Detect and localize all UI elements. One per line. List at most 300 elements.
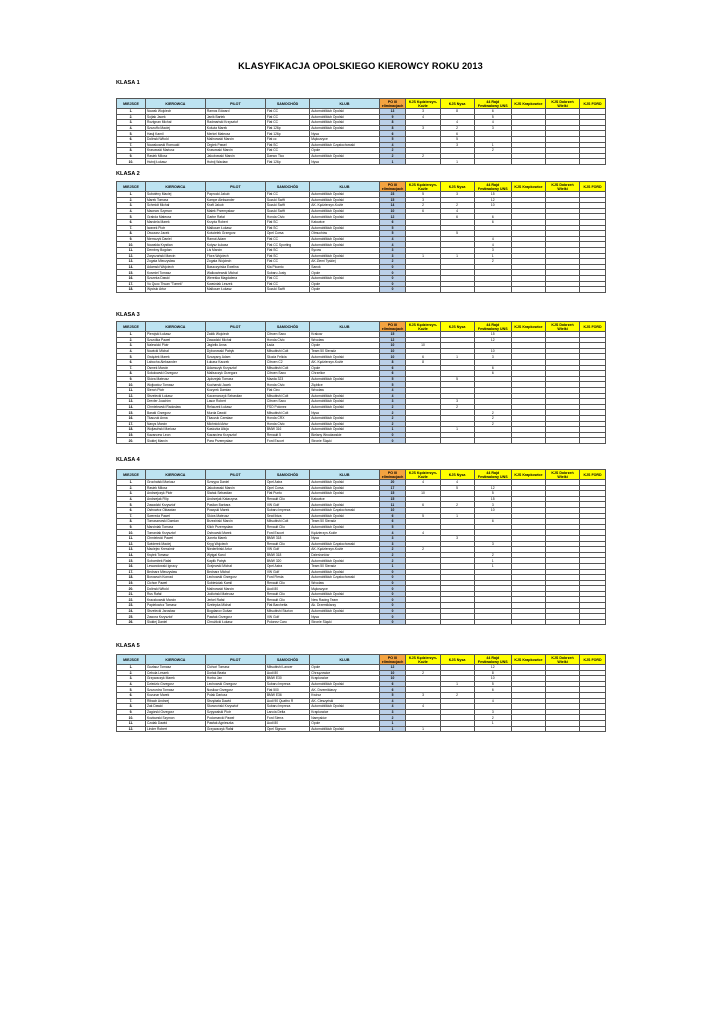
table-cell: Adamczyk Krzysztof (205, 365, 265, 371)
table-cell: Maliszczyk Grzegorz (205, 371, 265, 377)
table-cell: Borowsch Konrad (145, 575, 205, 581)
table-cell: Subotény Maciej (145, 192, 205, 198)
table-cell: 4 (440, 480, 474, 486)
table-cell: Automobilklub Opolski (310, 524, 379, 530)
table-cell: 5 (474, 114, 511, 120)
table-cell (406, 159, 440, 165)
table-cell: 7. (117, 698, 146, 704)
table-cell: 12 (379, 337, 406, 343)
table-cell: 10. (117, 382, 146, 388)
table-cell: 2 (406, 547, 440, 553)
table-cell: Suzuki Swift (265, 203, 309, 209)
table-row (117, 619, 606, 625)
table-cell: Polonez Caro (265, 619, 309, 625)
column-header: KJS FORD (580, 655, 606, 665)
table-cell: Automobilklub Opolski (310, 225, 379, 231)
table-cell: 0 (379, 569, 406, 575)
table-cell: Jakubowski Marcin (205, 485, 265, 491)
table-cell: Stronie Śląski (310, 619, 379, 625)
column-header: KIEROWCA (145, 99, 205, 109)
table-cell: 5 (379, 376, 406, 382)
table-cell: 7. (117, 142, 146, 148)
table-cell: Team 50 Sieradz (310, 563, 379, 569)
table-cell: Małkoum Łukasz (205, 287, 265, 293)
table-cell: Mitsubishi Colt (265, 348, 309, 354)
table-cell: Mazda 323 (265, 376, 309, 382)
table-cell: Zaryczański Marcin (145, 253, 205, 259)
table-cell: 20. (117, 438, 146, 444)
table-cell: 3 (440, 535, 474, 541)
table-cell: 1. (117, 109, 146, 115)
table-cell: Grajewski Michał (205, 563, 265, 569)
table-cell: Nanys Marcin (145, 421, 205, 427)
table-cell: Ostrowski Marek (205, 530, 265, 536)
table-cell: Marciniak Tomasz (145, 524, 205, 530)
table-cell: Namysłów (310, 715, 379, 721)
column-header: KJS Kędzierzyn-Koźle (406, 99, 440, 109)
table-cell: 2 (379, 153, 406, 159)
table-cell: 1. (117, 665, 146, 671)
table-cell: 2 (379, 547, 406, 553)
column-header: KIEROWCA (145, 655, 205, 665)
table-cell: 10 (379, 348, 406, 354)
table-cell: 2 (474, 715, 511, 721)
table-cell: Krasowski Marcin (205, 148, 265, 154)
table-cell: 20 (379, 480, 406, 486)
table-cell: 10 (379, 354, 406, 360)
table-cell: 5. (117, 131, 146, 137)
table-cell: 1 (379, 159, 406, 165)
table-cell: 2 (474, 415, 511, 421)
table-cell: Renault Clio (265, 597, 309, 603)
table-cell: 5 (379, 382, 406, 388)
table-cell: Fiat SC (265, 253, 309, 259)
table-cell: Wycisło Artur (145, 287, 205, 293)
table-cell: Siwiak Sebastian (205, 491, 265, 497)
table-cell: Lasor Robert (205, 399, 265, 405)
table-cell: Dziedzic Grzegorz (145, 681, 205, 687)
table-cell: 13 (379, 109, 406, 115)
table-cell: 9. (117, 236, 146, 242)
table-cell: Opole (310, 720, 379, 726)
table-cell: Relaczek Łukasz (205, 404, 265, 410)
table-cell: 9. (117, 524, 146, 530)
table-cell: 6 (379, 219, 406, 225)
table-cell: 2 (379, 259, 406, 265)
table-cell: Kraczkowski Marcin (145, 597, 205, 603)
table-cell: Kampe Aleksander (205, 197, 265, 203)
column-header: 44 Rajd Festiwalowy UNS (474, 322, 511, 332)
column-header: KJS Kędzierzyn-Koźle (406, 182, 440, 192)
table-cell: 15 (379, 197, 406, 203)
table-cell (580, 726, 606, 732)
table-cell: 0 (379, 586, 406, 592)
table-cell: Ford Fiesta (265, 575, 309, 581)
class-label: KLASA 3 (116, 312, 140, 318)
table-cell: 0 (379, 432, 406, 438)
table-cell: Automobilklub Opolski (310, 208, 379, 214)
table-cell: 15 (474, 192, 511, 198)
table-cell: Żaldk Wojciech (205, 332, 265, 338)
table-cell: 19. (117, 432, 146, 438)
table-cell: Sobomitek Rafał (145, 558, 205, 564)
table-cell: Grabda Mateusz (145, 214, 205, 220)
table-cell: Opel Astra (265, 480, 309, 486)
table-cell: 5 (406, 192, 440, 198)
table-cell: 11. (117, 535, 146, 541)
table-cell: 1 (440, 513, 474, 519)
table-cell: Subaru Impreza (265, 507, 309, 513)
table-cell: 24. (117, 608, 146, 614)
table-cell: 6 (379, 513, 406, 519)
table-cell: 2 (474, 148, 511, 154)
table-cell: Fiat SC (265, 225, 309, 231)
table-cell: Citroen Saxo (265, 332, 309, 338)
table-cell: Linder Robert (145, 726, 205, 732)
table-cell: 3 (474, 502, 511, 508)
table-cell: Automobilklub Opolski (310, 704, 379, 710)
table-cell: 10 (379, 507, 406, 513)
column-header: KIEROWCA (145, 322, 205, 332)
column-header: KLUB (310, 322, 379, 332)
table-cell: 15. (117, 558, 146, 564)
table-cell: Kwaśniak Leszek (205, 281, 265, 287)
table-cell: VW Golf (265, 502, 309, 508)
table-cell: 11 (379, 502, 406, 508)
table-cell: 20. (117, 586, 146, 592)
table-cell: Kościelek Grzegorz (205, 231, 265, 237)
table-cell: 9 (379, 114, 406, 120)
column-header: PO III eliminacjach (379, 182, 406, 192)
table-cell: Zogata Wojciech (205, 259, 265, 265)
table-cell: 4 (379, 142, 406, 148)
column-header: PO III eliminacjach (379, 655, 406, 665)
table-cell: Automobilklub Opolski (310, 681, 379, 687)
column-header: KJS Dobrzeń Wielki (545, 322, 579, 332)
table-cell: Kucharski Jacek (205, 382, 265, 388)
table-cell: 19. (117, 580, 146, 586)
page-title: KLASYFIKACJA OPOLSKIEGO KIEROWCY ROKU 2013 (238, 61, 483, 71)
table-cell: Ribach Andrzej (145, 698, 205, 704)
table-cell (406, 438, 440, 444)
table-cell: Podomarcki Paweł (205, 715, 265, 721)
table-cell: Automobilklub Opolski (310, 569, 379, 575)
table-cell: Hasij Kamil (145, 131, 205, 137)
table-cell: Fiat 126p (265, 125, 309, 131)
table-cell: 4 (379, 393, 406, 399)
table-cell: Automobilklub Opolski (310, 354, 379, 360)
table-cell: Nysa (310, 131, 379, 137)
table-cell: Swereda Paweł (145, 513, 205, 519)
table-cell: 6. (117, 136, 146, 142)
table-cell: 2. (117, 337, 146, 343)
table-cell: Automobilklub Opolski (310, 376, 379, 382)
table-cell: Chrużlicki Łukasz (205, 619, 265, 625)
table-cell: Kędzierzyn-Koźle (310, 530, 379, 536)
table-cell: 6 (474, 214, 511, 220)
table-cell: 0 (379, 575, 406, 581)
table-cell: Tomaszewski Damian (145, 519, 205, 525)
table-cell: 4. (117, 496, 146, 502)
table-cell: Fiat SC (265, 247, 309, 253)
table-cell: AK Ziemi Tyskiej (310, 259, 379, 265)
table-cell: Niemczyk Daniel (145, 236, 205, 242)
table-cell: AK. Drzemiklarzy (310, 687, 379, 693)
table-cell: Zawora Krzysztof (145, 614, 205, 620)
table-cell: Bednarz Mieczysław (145, 569, 205, 575)
table-cell: Audi 80 (265, 586, 309, 592)
table-cell: Ostrowicz Oktawian (145, 507, 205, 513)
table-cell: Fiat CC (265, 236, 309, 242)
table-cell: Zogata Mieczysław (145, 259, 205, 265)
table-cell: Krakow (310, 332, 379, 338)
table-cell: 13. (117, 547, 146, 553)
table-cell: 23. (117, 603, 146, 609)
table-cell: 2 (474, 410, 511, 416)
table-cell: Skowroński Krzysztof (205, 704, 265, 710)
table-cell: Fiat SC (265, 142, 309, 148)
table-cell: Kraft Jakub (205, 203, 265, 209)
table-cell: 3 (406, 125, 440, 131)
table-cell: 3 (474, 247, 511, 253)
table-cell: 8. (117, 704, 146, 710)
table-cell: 6 (474, 519, 511, 525)
table-cell: 1 (379, 720, 406, 726)
table-cell: 3 (474, 541, 511, 547)
table-cell: Nysa (310, 614, 379, 620)
table-cell: 1 (379, 427, 406, 433)
table-cell: 3 (406, 197, 440, 203)
table-cell: AK. Cieszyński (310, 698, 379, 704)
table-cell: AK. Kędzierzyn-Koźle (310, 203, 379, 209)
table-cell: Fiat 126p (265, 131, 309, 137)
column-header: KJS Kędzierzyn-Koźle (406, 470, 440, 480)
table-cell: Mitsubishi Colt (265, 519, 309, 525)
table-cell: Bednarz Michał (205, 569, 265, 575)
table-cell: BMW 318 (265, 535, 309, 541)
column-header: KJS FORD (580, 99, 606, 109)
table-cell: Renault Clio (265, 541, 309, 547)
table-cell (406, 287, 440, 293)
table-cell: Małek Przemysław (205, 208, 265, 214)
table-cell: Renault Clio (265, 580, 309, 586)
table-cell: 10 (379, 670, 406, 676)
column-header: PO III eliminacjach (379, 470, 406, 480)
table-cell: 10 (474, 348, 511, 354)
table-cell: Grochalski Mariusz (145, 480, 205, 486)
column-header: KLUB (310, 182, 379, 192)
table-cell: Krapkowice (310, 676, 379, 682)
table-cell: 3 (474, 354, 511, 360)
table-cell: 1 (406, 253, 440, 259)
table-row (117, 726, 606, 732)
table-cell: 1. (117, 332, 146, 338)
column-header: KJS Dobrzeń Wielki (545, 182, 579, 192)
table-cell: Automobilklub Opolski (310, 393, 379, 399)
table-cell: 1 (440, 427, 474, 433)
table-cell: 7. (117, 365, 146, 371)
table-cell: Strzębała Dawid (205, 698, 265, 704)
table-cell: 8 (379, 359, 406, 365)
table-cell: Automobilklub Opolski (310, 114, 379, 120)
table-cell: 10. (117, 242, 146, 248)
table-cell: Wojtasiński Mariusz (145, 427, 205, 433)
table-cell: 0 (379, 619, 406, 625)
table-cell: Automobilklub Opolski (310, 421, 379, 427)
column-header: KJS Krapkowice (511, 470, 545, 480)
table-cell: 12. (117, 393, 146, 399)
table-cell: Andrzejak Katarzyna (205, 496, 265, 502)
table-cell (440, 726, 474, 732)
table-cell: 5 (406, 513, 440, 519)
table-cell: Citroen Saxo (265, 371, 309, 377)
table-cell: Fiat SC (265, 219, 309, 225)
table-cell: Automobilklub Opolski (310, 275, 379, 281)
table-cell: Szczuffo Maciej (145, 125, 205, 131)
table-cell: 17 (379, 485, 406, 491)
table-cell: 2 (474, 421, 511, 427)
table-cell: BMW 318 (265, 552, 309, 558)
table-cell: BMW 316 (265, 427, 309, 433)
table-cell: 14 (379, 203, 406, 209)
table-cell: 5 (474, 681, 511, 687)
table-cell: Malinowski Marcin (205, 136, 265, 142)
table-cell: Mandela Marek (145, 219, 205, 225)
table-cell: 13. (117, 259, 146, 265)
table-cell: Jagiełło Anna (205, 343, 265, 349)
table-cell: Fiat CC (265, 192, 309, 198)
table-cell: 5. (117, 687, 146, 693)
table-cell: 0 (379, 270, 406, 276)
table-cell: Fiat 126p (265, 159, 309, 165)
table-cell: 3. (117, 343, 146, 349)
table-cell: 12 (379, 214, 406, 220)
table-cell (440, 287, 474, 293)
table-cell: 1 (406, 726, 440, 732)
table-cell: Zagórski Grzegorz (145, 709, 205, 715)
table-cell: Automobilklub Opolski (310, 415, 379, 421)
table-cell: Automobilklub Opolski (310, 480, 379, 486)
column-header: KJS Dobrzeń Wielki (545, 99, 579, 109)
table-cell: 16. (117, 563, 146, 569)
table-cell (580, 619, 606, 625)
table-cell: Automobilklub Opolski (310, 399, 379, 405)
table-cell: 8. (117, 148, 146, 154)
table-cell: Vu Quoc Thuan "Tomek" (145, 281, 205, 287)
table-cell: 5 (379, 136, 406, 142)
table-cell: Wrocław (310, 337, 379, 343)
table-cell (511, 619, 545, 625)
table-cell (545, 159, 579, 165)
table-cell: 18. (117, 427, 146, 433)
table-header (117, 99, 606, 109)
standings-table (116, 469, 606, 625)
column-header: 44 Rajd Festiwalowy UNS (474, 99, 511, 109)
table-cell: Kołuża Marek (205, 125, 265, 131)
table-cell (474, 287, 511, 293)
table-cell: Orgiek Paweł (205, 142, 265, 148)
table-cell: 6 (474, 365, 511, 371)
table-cell: Strzelecki Jarosław (145, 608, 205, 614)
table-cell: Marek Tomasz (145, 197, 205, 203)
table-cell: 2 (440, 125, 474, 131)
table-cell: Mąkozzyce (310, 136, 379, 142)
table-cell: Chrzązowice (310, 670, 379, 676)
table-cell: 17. (117, 421, 146, 427)
table-cell: Opole (310, 343, 379, 349)
table-cell: Mitsubishi Colt (265, 365, 309, 371)
table-cell: Fiat CC Sporting (265, 242, 309, 248)
table-cell: 3 (440, 142, 474, 148)
column-header: KJS Krapkowice (511, 99, 545, 109)
table-cell (545, 287, 579, 293)
table-cell: Janik Bartek (205, 114, 265, 120)
table-cell: AK. Kędzierzyn-Koźle (310, 359, 379, 365)
table-cell: 6 (406, 354, 440, 360)
table-cell: Brzeziński Marcin (205, 519, 265, 525)
table-cell: Siołdej Daniel (145, 619, 205, 625)
table-cell: 6 (474, 371, 511, 377)
table-cell: 10 (379, 343, 406, 349)
table-cell: Grzywaczyk Rafał (205, 726, 265, 732)
table-cell: Niederliński Artur (205, 547, 265, 553)
table-cell: 7. (117, 513, 146, 519)
table-cell: Powęski Marek (205, 507, 265, 513)
table-cell: Hutnij Łukasz (145, 159, 205, 165)
table-cell: 22. (117, 597, 146, 603)
table-cell: Opel Corsa (265, 231, 309, 237)
table-cell: 3 (379, 247, 406, 253)
column-header: PILOT (205, 182, 265, 192)
table-cell: Nalewicki Piotr (145, 343, 205, 349)
table-cell: 1 (440, 159, 474, 165)
table-cell: Labocha Aleksander (145, 359, 205, 365)
table-cell: 0 (379, 614, 406, 620)
table-cell: Dolinski Witold (145, 586, 205, 592)
table-cell: Stronie Śląski (310, 438, 379, 444)
table-cell: 2 (406, 203, 440, 209)
table-cell: 1 (379, 726, 406, 732)
table-cell: 2. (117, 670, 146, 676)
column-header: KJS FORD (580, 470, 606, 480)
table-cell: Wereśka Magdalena (205, 275, 265, 281)
table-cell: Pawlak Agnieszka (205, 720, 265, 726)
table-cell: Ak. Drzemiklarzy (310, 603, 379, 609)
table-cell: Kazanćew Krzysztof (205, 432, 265, 438)
table-cell: Nowicki Michał (145, 348, 205, 354)
table-cell: Macewo Szymon (145, 208, 205, 214)
table-cell: 0 (379, 608, 406, 614)
table-cell: Ford Escort (265, 530, 309, 536)
table-cell: Team 50 Sieradz (310, 348, 379, 354)
table-cell: Grzywaczyk Marek (145, 676, 205, 682)
table-cell: 6 (379, 365, 406, 371)
table-cell: Lis Marcin (205, 247, 265, 253)
table-cell: 15 (379, 332, 406, 338)
table-cell (406, 619, 440, 625)
table-cell: Fiat Punto (265, 491, 309, 497)
column-header: KJS FORD (580, 182, 606, 192)
table-cell: Skóra Mateusz (205, 513, 265, 519)
table-cell: 1 (440, 681, 474, 687)
table-cell: 6 (406, 502, 440, 508)
table-cell: 0 (379, 580, 406, 586)
table-cell: AK. Kędzierzyn-Koźle (310, 547, 379, 553)
table-cell: 5. (117, 502, 146, 508)
table-cell: Honda CRX (265, 415, 309, 421)
table-cell: Kia Picanto (265, 264, 309, 270)
table-cell: Fiat CC (265, 259, 309, 265)
